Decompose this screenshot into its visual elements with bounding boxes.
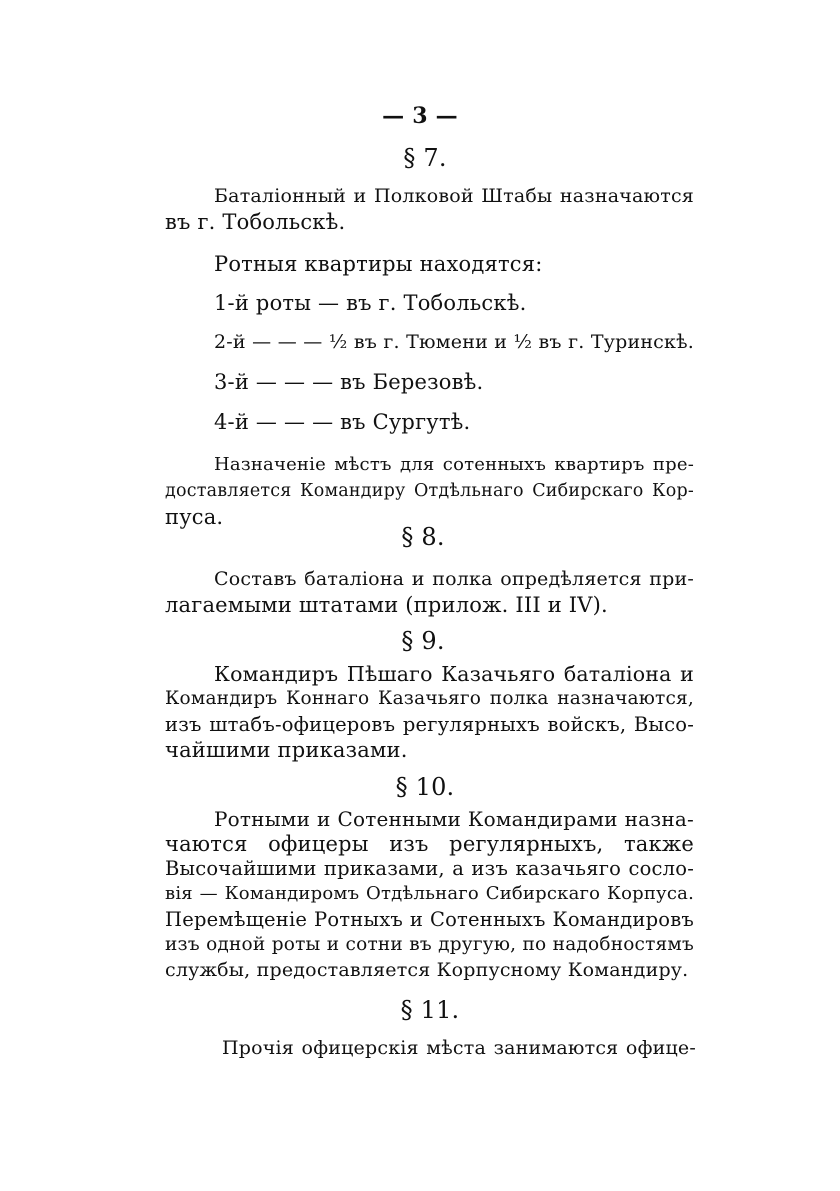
paragraph-line: изъ одной роты и сотни въ другую, по надобностямъ bbox=[165, 934, 694, 955]
paragraph-line: Составъ баталіона и полка опредѣляется при- bbox=[214, 568, 694, 590]
paragraph-line: Командиръ Пѣшаго Казачьяго баталіона и bbox=[214, 662, 694, 686]
paragraph-line: чаются офицеры изъ регулярныхъ, также bbox=[165, 832, 694, 856]
paragraph-line: изъ штабъ-офицеровъ регулярныхъ войскъ, Высо- bbox=[165, 713, 694, 736]
section-heading-9: § 9. bbox=[401, 627, 445, 655]
section-heading-11: § 11. bbox=[400, 996, 460, 1024]
paragraph-line: Баталіонный и Полковой Штабы назначаются bbox=[214, 185, 694, 207]
paragraph-line: доставляется Командиру Отдѣльнаго Сибирскаго Кор- bbox=[165, 481, 694, 501]
paragraph-line: Перемѣщеніе Ротныхъ и Сотенныхъ Командировъ bbox=[165, 908, 694, 931]
paragraph-line: Ротными и Сотенными Командирами назна- bbox=[214, 807, 694, 831]
paragraph-line: Назначеніе мѣстъ для сотенныхъ квартиръ пре- bbox=[214, 454, 694, 475]
paragraph-line: Прочія офицерскія мѣста занимаются офице- bbox=[222, 1037, 696, 1059]
paragraph-line: чайшими приказами. bbox=[165, 738, 408, 762]
list-item-company-3: 3-й — — — въ Березовѣ. bbox=[214, 370, 484, 394]
paragraph-line: Командиръ Коннаго Казачьяго полка назначаются, bbox=[165, 688, 694, 709]
list-item-company-2: 2-й — — — ½ въ г. Тюмени и ½ въ г. Туринскѣ. bbox=[214, 331, 694, 353]
list-item-company-4: 4-й — — — въ Сургутѣ. bbox=[214, 410, 471, 434]
section-heading-8: § 8. bbox=[401, 523, 445, 551]
list-item-company-1: 1-й роты — въ г. Тобольскѣ. bbox=[214, 291, 527, 315]
paragraph-line: вія — Командиромъ Отдѣльнаго Сибирскаго Корпуса. bbox=[165, 883, 694, 904]
section-heading-7: § 7. bbox=[403, 144, 447, 172]
paragraph-line: лагаемыми штатами (прилож. III и IV). bbox=[165, 593, 608, 617]
paragraph-line: службы, предоставляется Корпусному Командиру. bbox=[165, 959, 689, 981]
paragraph-line: Высочайшими приказами, а изъ казачьяго сосло- bbox=[165, 857, 694, 880]
section-heading-10: § 10. bbox=[395, 773, 455, 801]
paragraph-line: пуса. bbox=[165, 505, 224, 529]
paragraph-line: въ г. Тобольскѣ. bbox=[165, 210, 346, 234]
paragraph-line: Ротныя квартиры находятся: bbox=[214, 252, 543, 276]
page-number: — 3 — bbox=[382, 103, 458, 129]
